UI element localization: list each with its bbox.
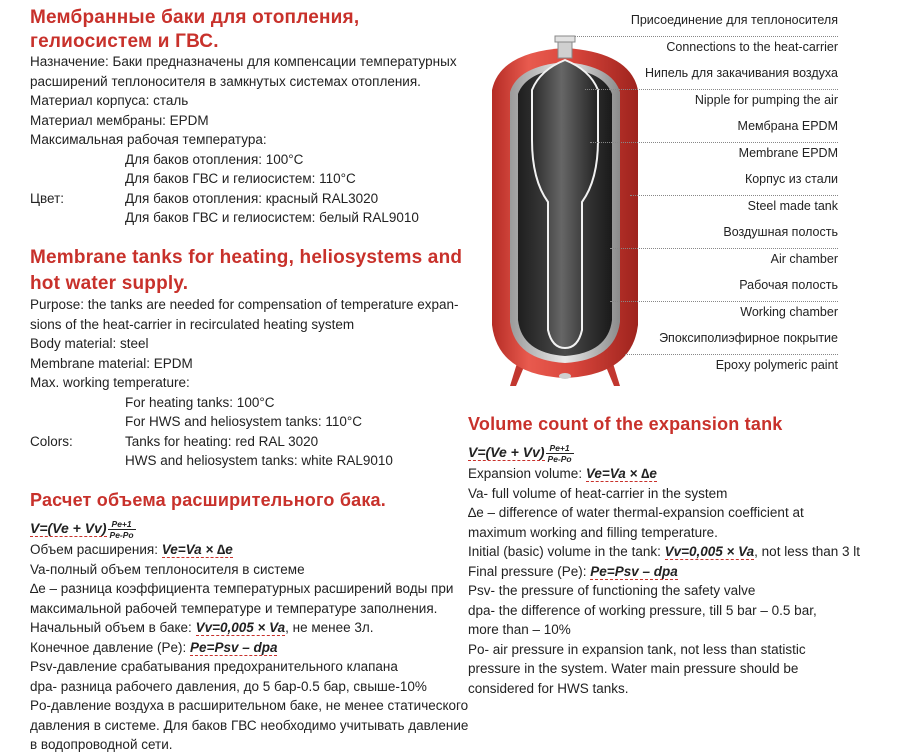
ru-membrane-material: Материал мембраны: EPDM [30,112,209,128]
en-po-line3: considered for HWS tanks. [468,680,629,696]
en-color-heating: Tanks for heating: red RAL 3020 [125,433,319,449]
ru-calc-title: Расчет объема расширительного бака. [30,490,386,510]
ru-de-line2: максимальной рабочей температуре и температуре заполнения. [30,600,438,616]
en-max-temp: Max. working temperature: [30,375,190,390]
en-exp-label: Expansion volume: [468,466,586,481]
en-po-line2: pressure in the system. Water main pressure should be [468,661,799,676]
ru-color-label: Цвет: [30,190,65,206]
ru-color-hws: Для баков ГВС и гелиосистем: белый RAL9010 [125,210,419,225]
ru-temp-heating: Для баков отопления: 100°C [125,151,304,167]
ru-purpose-line2: расширений теплоносителя в замкнутых системах отопления. [30,73,421,89]
en-formula-fraction [546,443,574,464]
ru-psv-line: Psv-давление срабатывания предохранительного клапана [30,659,398,674]
callout-label: Присоединение для теплоносителя [630,13,838,27]
callout-label: Рабочая полость [739,278,838,292]
ru-title-line1: Мембранные баки для отопления, [30,7,360,28]
en-exp-formula: Ve=Va × ∆e [585,466,657,481]
en-color-hws: HWS and heliosystem tanks: white RAL9010 [125,453,393,468]
ru-final-label: Конечное давление (Pe): [30,639,191,655]
ru-exp-formula: Ve=Va × ∆e [161,542,233,557]
en-init-formula: Vv=0,005 × Va [664,544,755,559]
en-title-line2: hot water supply. [30,273,189,294]
en-formula [468,440,888,464]
ru-de-line1: ∆e – разница коэффициента температурных расширений воды при [30,581,454,596]
en-init-rest: , not less than 3 lt [754,544,860,559]
ru-calc-block [30,516,470,755]
en-body-material: Body material: steel [30,336,149,351]
ru-init-formula: Vv=0,005 × Va [195,620,286,635]
ru-va-line: Va-полный объем теплоносителя в системе [30,561,305,577]
ru-formula-den: Pe-Po [109,529,134,540]
en-temp-heating: For heating tanks: 100°C [125,394,275,410]
en-spec-block [30,295,470,471]
en-formula-den: Pe-Po [547,453,572,464]
en-psv-line: Psv- the pressure of functioning the safety valve [468,583,756,598]
callout-leader-line [630,195,838,196]
callout-label: Working chamber [740,304,838,319]
ru-init-label: Начальный объем в баке: [30,620,196,635]
callout-label: Connections to the heat-carrier [666,39,838,54]
en-final-formula: Pe=Psv – dpa [590,563,678,579]
callout-label: Epoxy polymeric paint [715,357,838,372]
ru-formula-fraction [108,519,136,540]
ru-formula [30,516,470,540]
ru-final-formula: Pe=Psv – dpa [190,639,278,655]
callout-leader-line [610,301,838,302]
ru-dpa-line: dpa- разница рабочего давления, до 5 бар-0.5 бар, свыше-10% [30,678,427,694]
en-title-line1: Membrane tanks for heating, heliosystems and [30,247,463,268]
callout-label: Мембрана EPDM [737,119,838,133]
ru-color-heating: Для баков отопления: красный RAL3020 [125,190,379,206]
ru-po-line1: Po-давление воздуха в расширительном баке, не менее статического [30,698,469,713]
tank-top-connection [558,40,572,58]
callout-label: Steel made tank [747,198,838,213]
tank-cutaway-illustration [470,30,660,402]
tank-nipple [559,373,571,379]
en-dpa-line1: dpa- the difference of working pressure, till 5 bar – 0.5 bar, [468,602,817,618]
en-calc-block [468,440,888,698]
ru-formula-main: V=(Ve + Vv) [30,520,107,536]
en-po-line1: Po- air pressure in expansion tank, not less than statistic [468,641,806,657]
en-init-label: Initial (basic) volume in the tank: [468,544,665,559]
ru-purpose-line1: Назначение: Баки предназначены для компенсации температурных [30,54,457,69]
en-purpose-line2: sions of the heat-carrier in recirculated heating system [30,316,355,332]
callout-label: Membrane EPDM [738,145,838,160]
en-calc-title: Volume count of the expansion tank [468,414,783,434]
en-de-line1: ∆e – difference of water thermal-expansion coefficient at [468,505,804,520]
callout-label: Эпоксиполиэфирное покрытие [659,331,838,345]
en-membrane-material: Membrane material: EPDM [30,355,193,371]
ru-body-material: Материал корпуса: сталь [30,93,189,108]
en-va-line: Va- full volume of heat-carrier in the system [468,485,728,501]
ru-temp-hws: Для баков ГВС и гелиосистем: 110°C [125,171,356,186]
ru-po-line3: в водопроводной сети. [30,737,173,752]
callout-leader-line [625,354,838,355]
ru-formula-num: Pe+1 [108,519,136,530]
en-formula-main: V=(Ve + Vv) [468,444,545,460]
callout-leader-line [585,89,838,90]
en-purpose-line1: Purpose: the tanks are needed for compensation of temperature expan- [30,297,459,312]
callout-label: Воздушная полость [723,225,838,239]
en-dpa-line2: more than – 10% [468,622,571,637]
en-color-label: Colors: [30,433,73,449]
callout-label: Nipple for pumping the air [694,92,838,107]
callout-label: Нипель для закачивания воздуха [645,66,838,80]
callout-label: Air chamber [770,251,838,266]
ru-po-line2: давления в системе. Для баков ГВС необходимо учитывать давление [30,717,469,733]
en-temp-hws: For HWS and heliosystem tanks: 110°C [125,414,362,429]
en-de-line2: maximum working and filling temperature. [468,524,718,540]
en-formula-num: Pe+1 [546,443,574,454]
en-final-label: Final pressure (Pe): [468,563,591,579]
ru-exp-label: Объем расширения: [30,542,162,557]
ru-max-temp: Максимальная рабочая температура: [30,132,267,147]
callout-leader-line [590,142,838,143]
callout-label: Корпус из стали [744,172,838,186]
ru-title-line2: гелиосистем и ГВС. [30,31,219,52]
callout-leader-line [610,248,838,249]
callout-leader-line [575,36,838,37]
ru-spec-block [30,52,470,228]
ru-init-rest: , не менее 3л. [285,620,374,635]
